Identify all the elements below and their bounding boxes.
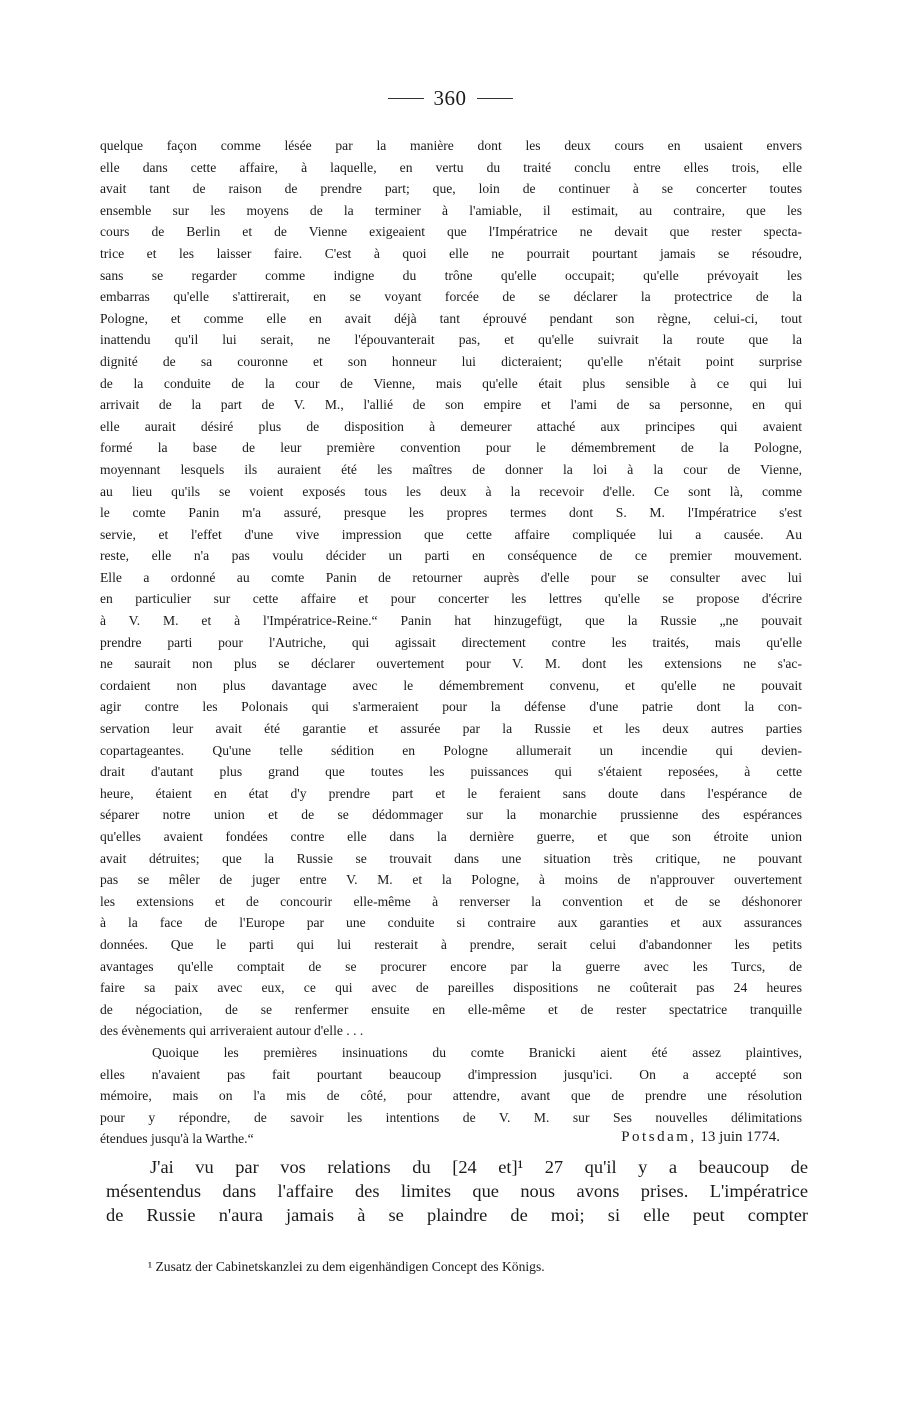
letter-line: de Russie n'aura jamais à se plaindre de moi; si elle peut compter [106,1205,808,1225]
text-line: qu'elles avaient fondées contre elle dans la dernière guerre, et que son étroite union [100,829,802,844]
text-line: de négociation, de se renfermer ensuite en elle-même et de rester spectatrice tranquille [100,1001,802,1017]
text-line: cours de Berlin et de Vienne exigeaient que l'Impératrice ne devait que rester specta- [100,224,802,240]
text-line: elles n'avaient pas fait pourtant beaucoup d'impression jusqu'ici. On a accepté son [100,1066,802,1082]
text-line: prendre parti pour l'Autriche, qui agissait directement contre les traités, mais qu'elle [100,634,802,650]
text-line: heure, étaient en état d'y prendre part et le feraient sans doute dans l'espérance de [100,785,802,801]
text-line: pour y répondre, de savoir les intentions de V. M. sur Ses nouvelles délimitations [100,1109,802,1125]
text-line: à la face de l'Europe par une conduite si contraire aux garanties et aux assurances [100,915,802,931]
text-line: trice et les laisser faire. C'est à quoi elle ne pourrait pourtant jamais se résoudre, [100,245,802,261]
text-line: copartageantes. Qu'une telle sédition en Pologne allumerait un incendie qui devien- [100,742,802,758]
text-line: reste, elle n'a pas voulu décider un parti en conséquence de ce premier mouvement. [100,548,802,564]
text-line: données. Que le parti qui lui resterait à prendre, serait celui d'abandonner les petits [100,936,802,952]
quoted-report-text [100,135,802,1150]
text-line: le comte Panin m'a assuré, presque les propres termes dont S. M. l'Impératrice s'est [100,505,802,521]
letter-dateline [621,1129,780,1146]
text-line: faire sa paix avec eux, ce qui avec de pareilles dispositions ne coûterait pas 24 heures [100,980,802,996]
page-header [0,86,900,111]
footnote: ¹ Zusatz der Cabinetskanzlei zu dem eigenhändigen Concept des Königs. [148,1259,545,1274]
text-line: Elle a ordonné au comte Panin de retourner auprès d'elle pour se consulter avec lui [100,569,802,585]
text-line: en particulier sur cette affaire et pour concerter les lettres qu'elle se propose d'écrire [100,591,802,607]
text-line: Quoique les premières insinuations du comte Branicki aient été assez plaintives, [152,1044,802,1060]
text-line: agir contre les Polonais qui s'armeraient pour la défense d'une patrie dont la con- [100,699,802,715]
text-line: elle dans cette affaire, à laquelle, en vertu du traité conclu entre elles trois, elle [100,159,802,175]
text-line: drait d'autant plus grand que toutes les puissances qui s'étaient reposées, à cette [100,764,802,780]
letter-line: mésentendus dans l'affaire des limites que nous avons prises. L'impératrice [106,1181,808,1201]
letter-place: Potsdam, [621,1129,697,1145]
letter-date: 13 juin 1774. [700,1129,780,1145]
text-line: cordaient non plus davantage avec le démembrement convenu, et qu'elle ne pouvait [100,677,802,693]
text-line: des évènements qui arriveraient autour d'elle . . . [100,1023,364,1039]
text-line: arrivait de la part de V. M., l'allié de son empire et l'ami de sa personne, en qui [100,397,802,413]
text-line: formé la base de leur première convention pour le démembrement de la Pologne, [100,440,802,456]
page-number: 360 [433,86,467,110]
text-line: inattendu qu'il lui serait, ne l'épouvanterait pas, et qu'elle suivrait la route que la [100,332,802,348]
text-line: avait détruites; que la Russie se trouvait dans une situation très critique, ne pouvant [100,850,802,866]
letter-body [106,1155,808,1227]
text-line: embarras qu'elle s'attirerait, en se voyant forcée de se déclarer la protectrice de la [100,289,802,305]
text-line: avantages qu'elle comptait de se procurer encore par la guerre avec les Turcs, de [100,958,802,974]
text-line: dignité de sa couronne et son honneur lui dicteraient; qu'elle n'était point surprise [100,353,802,369]
text-line: quelque façon comme lésée par la manière dont les deux cours en usaient envers [100,138,802,153]
text-line: moyennant lesquels ils auraient été les maîtres de donner la loi à la cour de Vienne, [100,461,802,477]
text-line: les extensions et de concourir elle-même à renverser la convention et de se déshonorer [100,893,802,909]
text-line: avait tant de raison de prendre part; que, loin de continuer à se concerter toutes [100,181,802,197]
text-line: de la conduite de la cour de Vienne, mais qu'elle était plus sensible à ce qui lui [100,375,802,391]
text-line: ne saurait non plus se déclarer ouvertement pour V. M. dont les extensions ne s'ac- [100,656,802,672]
text-line: elle aurait désiré plus de disposition à demeurer attaché aux principes qui avaient [100,418,802,434]
text-line: ensemble sur les moyens de la terminer à l'amiable, il estimait, au contraire, que les [100,202,802,218]
text-line: mémoire, mais on l'a mis de côté, pour attendre, avant que de prendre une résolution [100,1088,802,1104]
text-line: à V. M. et à l'Impératrice-Reine.“ Panin hat hinzugefügt, que la Russie „ne pouvait [100,613,802,629]
text-line: servie, et l'effet d'une vive impression que cette affaire compliquée lui a causée. Au [100,526,802,542]
letter-line: J'ai vu par vos relations du [24 et]¹ 27 qu'il y a beaucoup de [150,1157,808,1177]
text-line: Pologne, et comme elle en avait déjà tant éprouvé pendant son règne, celui-ci, tout [100,310,802,326]
text-line: pas se mêler de juger entre V. M. et la Pologne, à moins de n'approuver ouvertement [100,872,802,888]
text-line: sans se regarder comme indigne du trône qu'elle occupait; qu'elle prévoyait les [100,267,802,283]
header-rule-left [388,98,424,99]
text-line: servation leur avait été garantie et assurée par la Russie et les deux autres parties [100,721,802,737]
header-rule-right [477,98,513,99]
text-line: étendues jusqu'à la Warthe.“ [100,1131,254,1147]
text-line: au lieu qu'ils se voient exposés tous les deux à la recevoir d'elle. Ce sont là, comme [100,483,802,499]
text-line: séparer notre union et de se dédommager sur la monarchie prussienne des espérances [100,807,802,823]
